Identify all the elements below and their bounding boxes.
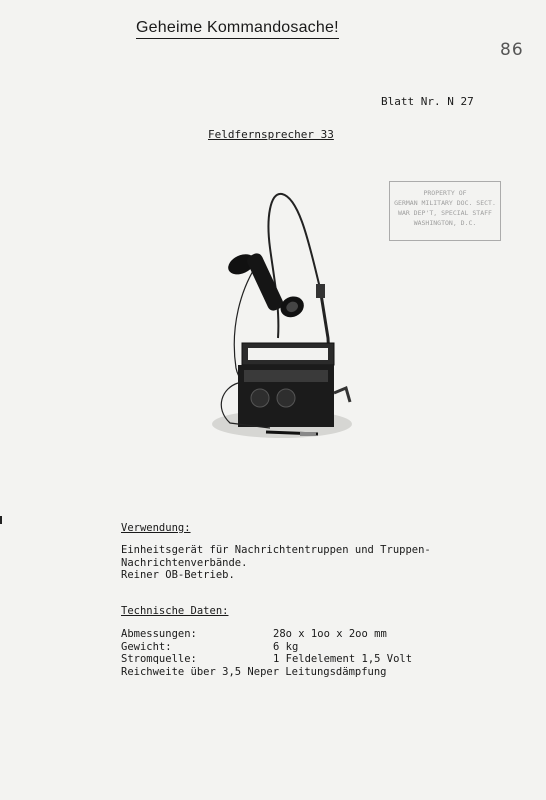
tech-row (121, 628, 387, 641)
field-telephone-photo (200, 188, 360, 450)
classification-heading: Geheime Kommandosache! (136, 19, 339, 39)
stamp-line: WASHINGTON, D.C. (413, 219, 477, 227)
control-panel (244, 370, 328, 382)
archive-stamp (389, 181, 501, 241)
tech-value: 6 kg (273, 640, 299, 653)
strap-buckle (316, 284, 325, 298)
dial-left (251, 389, 269, 407)
plug-tip (300, 432, 316, 436)
margin-mark (0, 516, 2, 524)
usage-body (121, 544, 431, 582)
page-number: 86 (500, 40, 524, 60)
stamp-line: WAR DEP'T, SPECIAL STAFF (398, 209, 492, 217)
handset (225, 239, 307, 333)
sheet-reference: Blatt Nr. N 27 (381, 95, 474, 108)
technical-heading: Technische Daten: (121, 605, 229, 617)
stamp-line: GERMAN MILITARY DOC. SECT. (394, 199, 496, 207)
tech-row (121, 641, 387, 654)
usage-line: Nachrichtenverbände. (121, 556, 248, 569)
lid-inner (248, 348, 328, 360)
tech-value: 28o x 1oo x 2oo mm (273, 628, 387, 640)
technical-data-table (121, 628, 413, 678)
range-line: Reichweite über 3,5 Neper Leitungsdämpfung (121, 665, 387, 678)
tech-value: 1 Feldelement 1,5 Volt (273, 653, 413, 665)
tech-label: Gewicht: (121, 640, 172, 653)
usage-line: Einheitsgerät für Nachrichtentruppen und Truppen- (121, 544, 431, 556)
usage-line: Reiner OB-Betrieb. (121, 569, 235, 581)
tech-label: Abmessungen: (121, 628, 197, 640)
stamp-line: PROPERTY OF (423, 189, 467, 197)
usage-heading: Verwendung: (121, 522, 191, 534)
document-title: Feldfernsprecher 33 (208, 128, 334, 141)
tech-row (121, 653, 413, 666)
dial-right (277, 389, 295, 407)
tech-label: Stromquelle: (121, 653, 197, 665)
crank-handle (334, 388, 350, 402)
